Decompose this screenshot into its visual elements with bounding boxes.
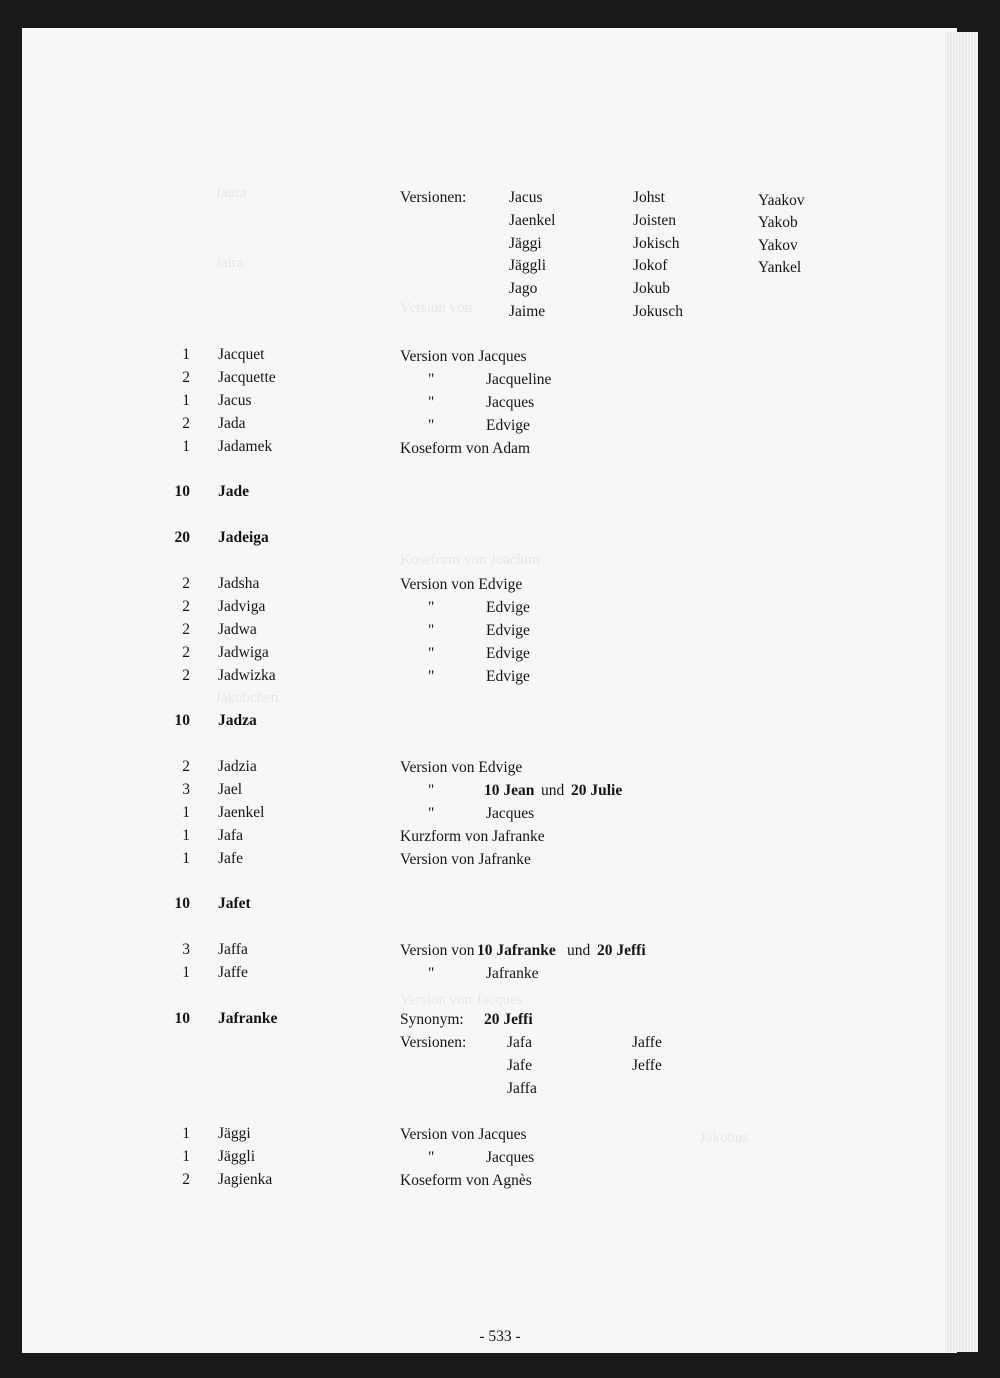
entry-number: 2 xyxy=(182,369,190,386)
versions-label: Versionen: xyxy=(400,1034,467,1051)
entry-description: Koseform von Adam xyxy=(400,440,531,457)
entry-number: 2 xyxy=(182,621,190,638)
entry-description: Jacqueline xyxy=(486,371,552,388)
synonym-label: Synonym: xyxy=(400,1011,464,1028)
entry-reference: 20 Julie xyxy=(571,782,623,799)
entry-description: Kurzform von Jafranke xyxy=(400,828,545,845)
entry-number: 1 xyxy=(182,827,190,844)
version-item: Jokub xyxy=(633,280,671,297)
ditto-mark: " xyxy=(428,371,435,388)
entry-name: Jadviga xyxy=(218,598,266,615)
version-item: Jäggli xyxy=(509,257,547,274)
entry-number: 2 xyxy=(182,575,190,592)
version-item: Jafa xyxy=(507,1034,532,1051)
entry-number: 1 xyxy=(182,804,190,821)
version-item: Jacus xyxy=(509,189,543,206)
entry-number: 3 xyxy=(182,941,190,958)
entry-description: Version von Jacques xyxy=(400,348,527,365)
entry-number: 2 xyxy=(182,644,190,661)
entry-number: 1 xyxy=(182,392,190,409)
entry-name: Jadwiga xyxy=(218,644,269,661)
ditto-mark: " xyxy=(428,965,435,982)
entry-name: Jafet xyxy=(218,895,251,912)
entry-name: Jacquette xyxy=(218,369,276,386)
entry-name: Jäggi xyxy=(218,1125,251,1142)
version-item: Johst xyxy=(633,189,665,206)
entry-name: Jadza xyxy=(218,712,257,729)
entry-conjunction: und xyxy=(541,782,565,799)
entry-name: Jacus xyxy=(218,392,252,409)
entry-number: 1 xyxy=(182,1148,190,1165)
entry-name: Jagienka xyxy=(218,1171,273,1188)
entry-description: Jafranke xyxy=(486,965,539,982)
version-item: Yankel xyxy=(758,259,802,276)
entry-description: Edvige xyxy=(486,417,530,434)
entry-description: Jacques xyxy=(486,805,535,822)
entry-number: 10 xyxy=(174,712,190,729)
version-item: Jaffa xyxy=(507,1080,537,1097)
entry-name: Jael xyxy=(218,781,243,798)
version-item: Jäggi xyxy=(509,235,542,252)
entry-number: 1 xyxy=(182,438,190,455)
entry-name: Jafranke xyxy=(218,1010,278,1027)
entry-description: Version von Jafranke xyxy=(400,851,531,868)
ditto-mark: " xyxy=(428,622,435,639)
entry-name: Jadzia xyxy=(218,758,257,775)
ditto-mark: " xyxy=(428,668,435,685)
version-item: Jokof xyxy=(633,257,668,274)
entry-number: 3 xyxy=(182,781,190,798)
entry-number: 1 xyxy=(182,964,190,981)
entry-description: Version von xyxy=(400,942,475,959)
entry-name: Jacquet xyxy=(218,346,265,363)
entry-description: Version von Edvige xyxy=(400,759,523,776)
version-item: Jaime xyxy=(509,303,546,320)
ditto-mark: " xyxy=(428,417,435,434)
entry-description: Edvige xyxy=(486,622,530,639)
entry-description: Edvige xyxy=(486,599,530,616)
entry-description: Koseform von Agnès xyxy=(400,1172,532,1189)
version-item: Jeffe xyxy=(632,1057,662,1074)
entry-name: Jadsha xyxy=(218,575,260,592)
entry-name: Jadwizka xyxy=(218,667,276,684)
versions-label: Versionen: xyxy=(400,189,467,206)
ditto-mark: " xyxy=(428,782,435,799)
entry-description: Version von Jacques xyxy=(400,1126,527,1143)
entry-name: Jadwa xyxy=(218,621,257,638)
entry-name: Jafe xyxy=(218,850,243,867)
ditto-mark: " xyxy=(428,805,435,822)
entry-number: 20 xyxy=(174,529,190,546)
entry-number: 1 xyxy=(182,850,190,867)
entry-reference: 20 Jeffi xyxy=(597,942,646,959)
ditto-mark: " xyxy=(428,645,435,662)
entry-description: Edvige xyxy=(486,645,530,662)
version-item: Jokisch xyxy=(633,235,680,252)
page-stack-edges xyxy=(945,32,978,1352)
entry-conjunction: und xyxy=(567,942,591,959)
entry-reference: 10 Jafranke xyxy=(477,942,556,959)
ditto-mark: " xyxy=(428,599,435,616)
ditto-mark: " xyxy=(428,1149,435,1166)
entry-description: Edvige xyxy=(486,668,530,685)
synonym-value: 20 Jeffi xyxy=(484,1011,533,1028)
entry-number: 2 xyxy=(182,758,190,775)
entry-name: Jaffe xyxy=(218,964,248,981)
entry-name: Jada xyxy=(218,415,246,432)
entry-name: Jadamek xyxy=(218,438,273,455)
version-item: Jafe xyxy=(507,1057,532,1074)
version-item: Jago xyxy=(509,280,538,297)
entry-number: 10 xyxy=(174,895,190,912)
entry-name: Jaenkel xyxy=(218,804,265,821)
entry-name: Jadeiga xyxy=(218,529,269,546)
entry-description: Jacques xyxy=(486,1149,535,1166)
entry-number: 10 xyxy=(174,483,190,500)
version-item: Yaakov xyxy=(758,192,805,209)
entry-reference: 10 Jean xyxy=(484,782,535,799)
entry-number: 10 xyxy=(174,1010,190,1027)
page-number: - 533 - xyxy=(479,1328,521,1345)
entry-name: Jafa xyxy=(218,827,243,844)
entry-name: Jaffa xyxy=(218,941,248,958)
entry-number: 2 xyxy=(182,1171,190,1188)
entry-description: Version von Edvige xyxy=(400,576,523,593)
entry-description: Jacques xyxy=(486,394,535,411)
version-item: Jaenkel xyxy=(509,212,556,229)
entry-name: Jäggli xyxy=(218,1148,256,1165)
entry-number: 2 xyxy=(182,667,190,684)
version-item: Yakob xyxy=(758,214,798,231)
version-item: Jokusch xyxy=(633,303,683,320)
entry-number: 1 xyxy=(182,1125,190,1142)
version-item: Yakov xyxy=(758,237,798,254)
ditto-mark: " xyxy=(428,394,435,411)
version-item: Joisten xyxy=(633,212,677,229)
entry-number: 1 xyxy=(182,346,190,363)
version-item: Jaffe xyxy=(632,1034,662,1051)
entry-name: Jade xyxy=(218,483,249,500)
entry-number: 2 xyxy=(182,598,190,615)
entry-number: 2 xyxy=(182,415,190,432)
